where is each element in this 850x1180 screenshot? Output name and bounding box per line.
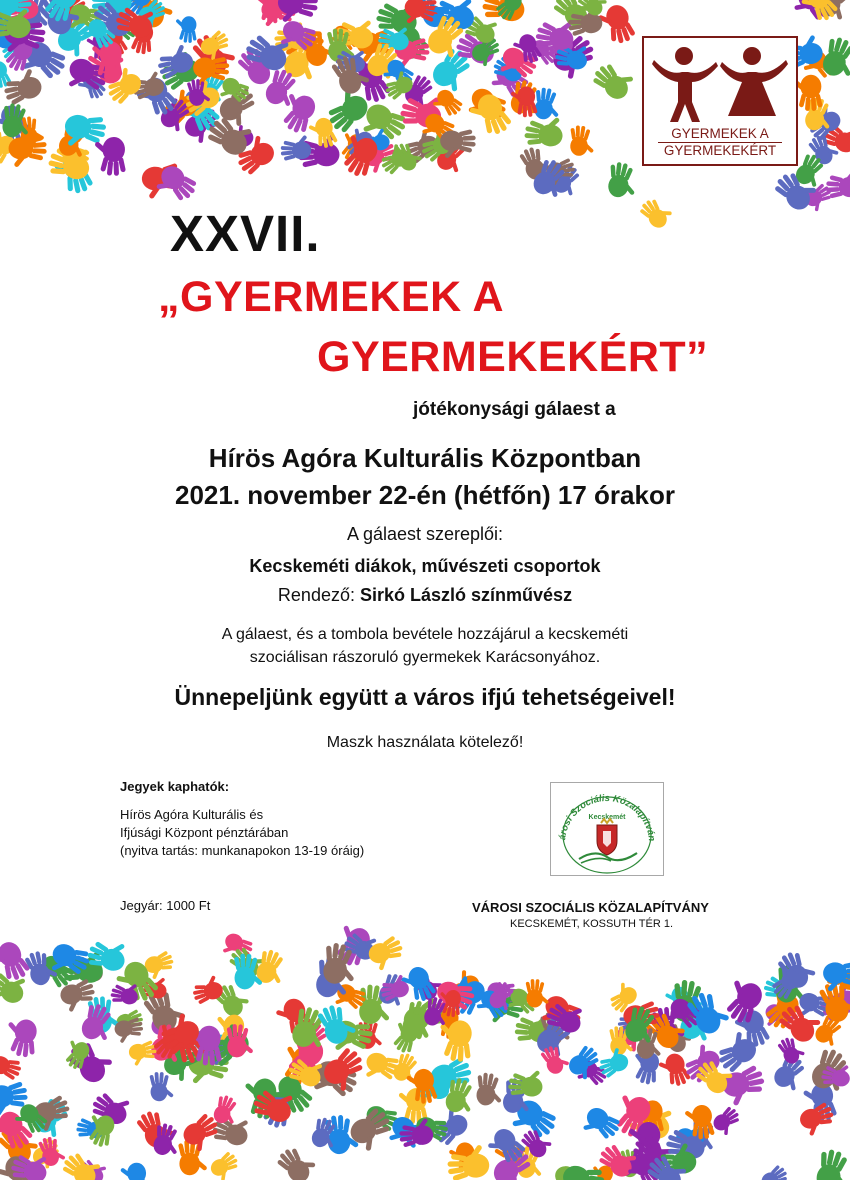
title-line-1: „GYERMEKEK A xyxy=(158,273,505,321)
handprint-icon xyxy=(361,1048,403,1087)
handprint-icon xyxy=(578,1102,623,1146)
handprint-icon xyxy=(568,125,596,157)
handprint-icon xyxy=(436,1018,475,1063)
handprint-icon xyxy=(637,193,676,232)
handprint-icon xyxy=(318,1044,371,1096)
organizer-logo xyxy=(642,36,798,166)
title-line-2: GYERMEKEKÉRT” xyxy=(317,333,709,381)
handprint-icon xyxy=(225,1024,254,1058)
event-subtitle: jótékonysági gálaest a xyxy=(413,399,616,420)
handprint-icon xyxy=(207,1150,243,1180)
handprint-icon xyxy=(3,1016,40,1058)
tickets-location-2: Ifjúsági Központ pénztárában xyxy=(120,825,289,840)
ticket-price: Jegyár: 1000 Ft xyxy=(120,898,211,913)
event-datetime: 2021. november 22-én (hétfőn) 17 órakor xyxy=(175,480,675,510)
handprint-icon xyxy=(274,1141,320,1180)
foundation-address: KECSKEMÉT, KOSSUTH TÉR 1. xyxy=(510,918,674,930)
handprint-icon xyxy=(656,1051,692,1090)
charity-line-2: szociálisan rászoruló gyermekek Karácsonyához. xyxy=(249,649,601,666)
handprint-icon xyxy=(149,1072,174,1101)
foundation-name: VÁROSI SZOCIÁLIS KÖZALAPÍTVÁNY xyxy=(472,900,709,915)
logo-line-1: GYERMEKEK A xyxy=(671,126,769,141)
handprint-icon xyxy=(474,1072,505,1108)
edition-number: XXVII. xyxy=(170,205,321,262)
handprint-icon xyxy=(589,56,638,105)
handprint-icon xyxy=(812,1147,850,1180)
handprint-icon xyxy=(8,135,47,168)
handprint-icon xyxy=(710,1104,745,1138)
logo-line-2: GYERMEKEKÉRT xyxy=(658,142,782,158)
handprint-icon xyxy=(0,1052,23,1086)
children-logo-icon xyxy=(644,38,796,126)
foundation-seal-icon xyxy=(551,783,663,875)
handprint-border-bottom xyxy=(0,920,850,1180)
performers-label: A gálaest szereplői: xyxy=(346,524,504,544)
handprint-icon xyxy=(280,135,311,161)
slogan: Ünnepeljünk együtt a város ifjú tehetségeivel! xyxy=(174,684,676,710)
handprint-icon xyxy=(93,136,127,176)
handprint-icon xyxy=(119,1162,148,1180)
tickets-opening-hours: (nyitva tartás: munkanapokon 13-19 óráig) xyxy=(120,843,365,858)
handprint-icon xyxy=(559,1161,607,1180)
handprint-icon xyxy=(0,66,44,106)
venue: Hírös Agóra Kulturális Központban xyxy=(208,443,642,473)
handprint-icon xyxy=(605,161,640,201)
handprint-icon xyxy=(507,1066,545,1099)
handprint-icon xyxy=(178,1140,208,1176)
director-line xyxy=(0,584,850,606)
organizer-logo-text xyxy=(644,126,796,158)
handprint-icon xyxy=(758,1163,793,1180)
tickets-heading: Jegyek kaphatók: xyxy=(120,779,230,794)
seal-city-text: Kecskemét xyxy=(588,814,626,821)
tickets-location-1: Hírös Agóra Kulturális és xyxy=(120,807,264,822)
handprint-icon xyxy=(826,169,850,199)
handprint-icon xyxy=(525,979,550,1008)
director-name: Sirkó László színművész xyxy=(360,585,573,605)
seal-arc-text: árosi Szociális Közalapítván xyxy=(557,792,658,842)
handprint-icon xyxy=(174,15,198,43)
mask-notice: Maszk használata kötelező! xyxy=(326,734,524,751)
foundation-seal xyxy=(550,782,664,876)
handprint-icon xyxy=(532,86,563,121)
charity-line-1: A gálaest, és a tombola bevétele hozzájárul a kecskeméti xyxy=(221,626,629,643)
director-label: Rendező: xyxy=(277,585,355,605)
performers-value: Kecskeméti diákok, művészeti csoportok xyxy=(249,556,601,576)
